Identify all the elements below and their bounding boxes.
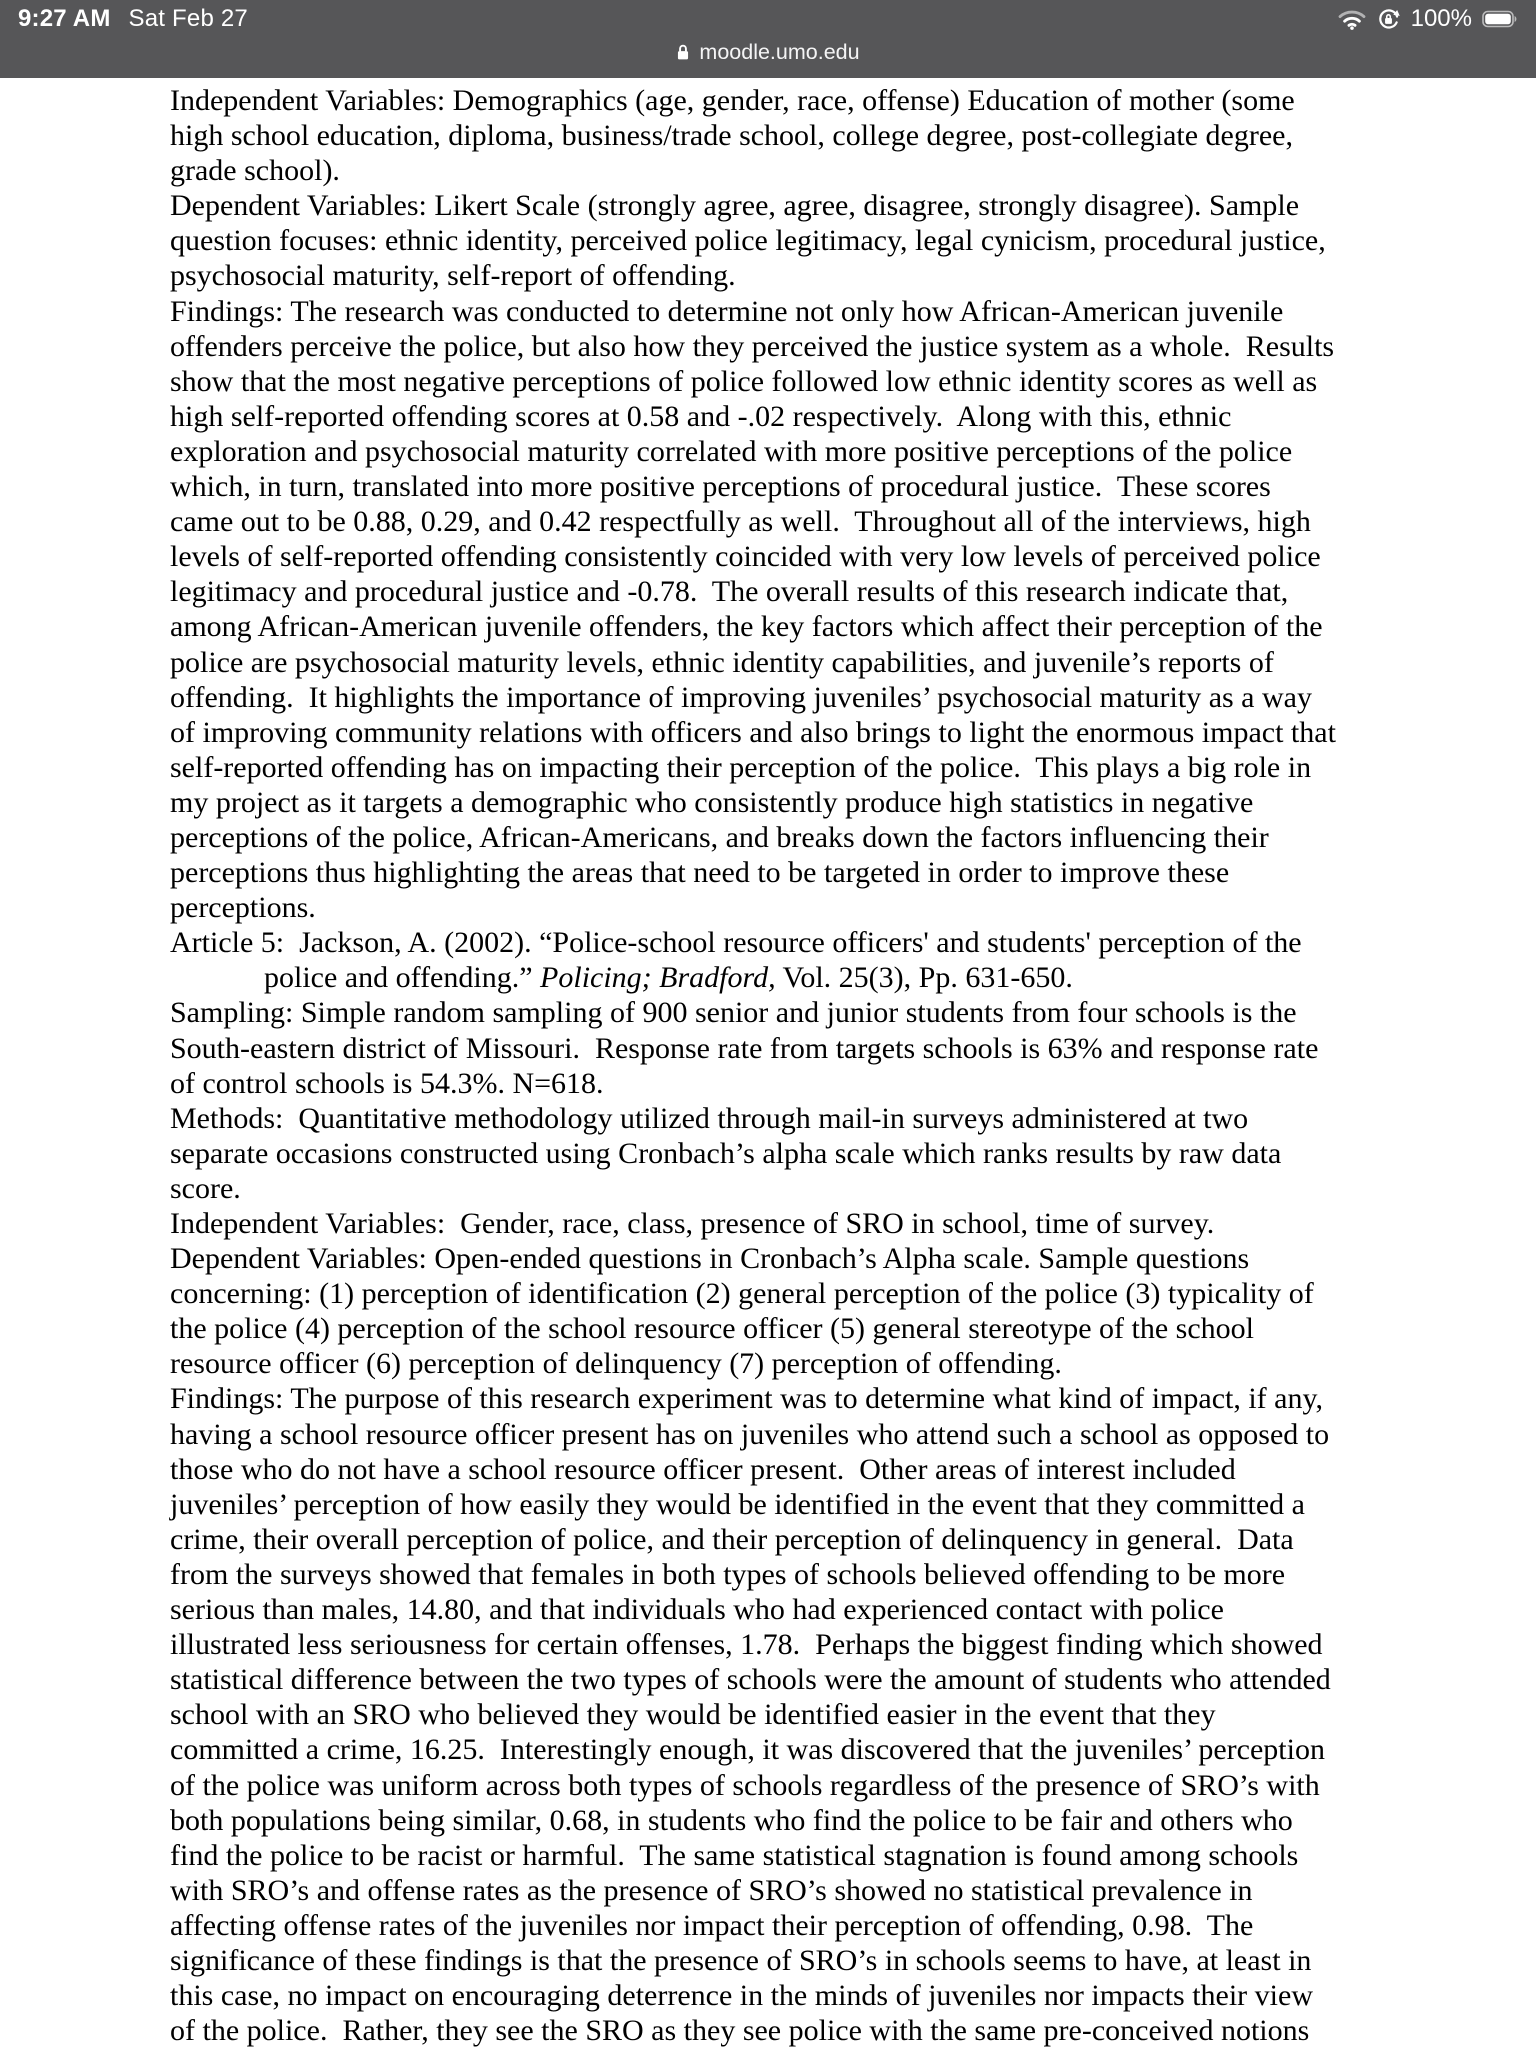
document-line — [170, 188, 1536, 223]
document-text: high school education, diploma, business/trade school, college degree, post-collegiate degree, — [170, 119, 1293, 153]
document-line — [170, 153, 1536, 188]
document-text: perceptions of the police, African-Americans, and breaks down the factors influencing their — [170, 820, 1269, 854]
document-text: affecting offense rates of the juveniles nor impact their perception of offending, 0.98. The — [170, 1908, 1254, 1942]
document-page — [0, 78, 1536, 2048]
document-line — [170, 1873, 1536, 1908]
document-line — [170, 118, 1536, 153]
document-line — [170, 609, 1536, 644]
document-line — [170, 574, 1536, 609]
document-text: perceptions thus highlighting the areas that need to be targeted in order to improve these — [170, 856, 1230, 890]
document-text: with SRO’s and offense rates as the presence of SRO’s showed no statistical prevalence in — [170, 1873, 1253, 1907]
document-text: Dependent Variables: Open-ended questions in Cronbach’s Alpha scale. Sample questions — [170, 1242, 1250, 1276]
document-line — [170, 83, 1536, 118]
document-text: Independent Variables: Demographics (age, gender, race, offense) Education of mother (some — [170, 84, 1295, 117]
document-line — [170, 1417, 1536, 1452]
document-line — [170, 995, 1536, 1030]
url-bar[interactable] — [0, 30, 1536, 74]
document-text: grade school). — [170, 154, 340, 188]
document-text: find the police to be racist or harmful. The same statistical stagnation is found among schools — [170, 1838, 1299, 1872]
document-text: psychosocial maturity, self-report of offending. — [170, 259, 736, 293]
document-line — [170, 294, 1536, 329]
document-text: legitimacy and procedural justice and -0.78. The overall results of this research indicate that, — [170, 575, 1289, 609]
document-text: the police (4) perception of the school resource officer (5) general stereotype of the school — [170, 1312, 1254, 1346]
document-text: committed a crime, 16.25. Interestingly enough, it was discovered that the juveniles’ perception — [170, 1733, 1325, 1767]
document-line — [170, 680, 1536, 715]
document-line — [170, 1943, 1536, 1978]
ssl-lock-icon — [676, 43, 690, 61]
document-text: South-eastern district of Missouri. Response rate from targets schools is 63% and response rate — [170, 1031, 1319, 1065]
document-text: score. — [170, 1171, 241, 1205]
document-text: school with an SRO who believed they would be identified easier in the event that they — [170, 1698, 1216, 1732]
document-line — [170, 1522, 1536, 1557]
document-line — [170, 399, 1536, 434]
document-text: among African-American juvenile offenders, the key factors which affect their perception of the — [170, 610, 1323, 644]
document-line — [170, 890, 1536, 925]
status-left-group — [18, 5, 248, 33]
document-text: Article 5: Jackson, A. (2002). “Police-school resource officers' and students' perception of the — [170, 926, 1302, 960]
document-line — [170, 1662, 1536, 1697]
document-line — [170, 1241, 1536, 1276]
document-line — [170, 960, 1536, 995]
document-line — [170, 1381, 1536, 1416]
document-text: resource officer (6) perception of delinquency (7) perception of offending. — [170, 1347, 1062, 1381]
document-text: self-reported offending has on impacting their perception of the police. This plays a big role in — [170, 750, 1312, 784]
document-line — [170, 1101, 1536, 1136]
document-text: concerning: (1) perception of identification (2) general perception of the police (3) typicality of — [170, 1277, 1314, 1311]
document-line — [170, 434, 1536, 469]
document-text: Vol. 25(3), Pp. 631-650. — [775, 961, 1073, 995]
document-line — [170, 1276, 1536, 1311]
document-text: high self-reported offending scores at 0.58 and -.02 respectively. Along with this, ethnic — [170, 399, 1232, 433]
document-line — [170, 1031, 1536, 1066]
document-text: levels of self-reported offending consistently coincided with very low levels of perceived police — [170, 540, 1321, 574]
document-text: those who do not have a school resource officer present. Other areas of interest included — [170, 1452, 1236, 1486]
document-text: separate occasions constructed using Cronbach’s alpha scale which ranks results by raw data — [170, 1136, 1282, 1170]
document-line — [170, 1171, 1536, 1206]
document-text: crime, their overall perception of police, and their perception of delinquency in general. Data — [170, 1522, 1294, 1556]
document-text: exploration and psychosocial maturity correlated with more positive perceptions of the police — [170, 434, 1293, 468]
url-domain-label: moodle.umo.edu — [699, 39, 860, 64]
document-text: perceptions. — [170, 891, 316, 925]
document-line — [170, 1838, 1536, 1873]
document-line — [170, 1346, 1536, 1381]
document-line — [170, 1592, 1536, 1627]
document-text: of the police. Rather, they see the SRO as they see police with the same pre-conceived notions — [170, 2014, 1310, 2048]
document-text: offending. It highlights the importance of improving juveniles’ psychosocial maturity as a way — [170, 680, 1312, 714]
rotation-lock-icon — [1376, 7, 1401, 32]
document-line — [170, 925, 1536, 960]
battery-icon — [1482, 10, 1518, 28]
document-text: police are psychosocial maturity levels, ethnic identity capabilities, and juvenile’s reports of — [170, 645, 1274, 679]
document-text: which, in turn, translated into more positive perceptions of procedural justice. These scores — [170, 470, 1271, 504]
document-line — [170, 364, 1536, 399]
document-text: Independent Variables: Gender, race, class, presence of SRO in school, time of survey. — [170, 1207, 1215, 1240]
document-line — [170, 1697, 1536, 1732]
document-line — [170, 1311, 1536, 1346]
document-text: Findings: The purpose of this research experiment was to determine what kind of impact, if any, — [170, 1382, 1324, 1416]
document-line — [170, 1627, 1536, 1662]
document-text-italic: Policing; Bradford, — [540, 961, 776, 995]
document-line — [170, 469, 1536, 504]
document-line — [170, 223, 1536, 258]
document-text: of the police was uniform across both types of schools regardless of the presence of SRO’s with — [170, 1768, 1320, 1802]
status-date: Sat Feb 27 — [128, 5, 248, 32]
document-text: came out to be 0.88, 0.29, and 0.42 respectfully as well. Throughout all of the interviews, high — [170, 505, 1311, 539]
document-line — [170, 1768, 1536, 1803]
status-right-group — [1338, 5, 1518, 33]
document-text: Sampling: Simple random sampling of 900 senior and junior students from four schools is the — [170, 996, 1297, 1030]
document-text: statistical difference between the two types of schools were the amount of students who attended — [170, 1663, 1331, 1697]
document-line — [170, 1066, 1536, 1101]
document-text: significance of these findings is that the presence of SRO’s in schools seems to have, at least in — [170, 1943, 1312, 1977]
wifi-icon — [1338, 9, 1366, 30]
document-text: Methods: Quantitative methodology utilized through mail-in surveys administered at two — [170, 1101, 1249, 1135]
document-text: show that the most negative perceptions of police followed low ethnic identity scores as well as — [170, 364, 1318, 398]
document-line — [170, 1732, 1536, 1767]
document-line — [170, 1978, 1536, 2013]
document-text: Dependent Variables: Likert Scale (strongly agree, agree, disagree, strongly disagree). Sample — [170, 189, 1300, 223]
document-line — [170, 1487, 1536, 1522]
document-text: police and offending.” — [264, 961, 541, 995]
document-line — [170, 1136, 1536, 1171]
document-line — [170, 645, 1536, 680]
document-line — [170, 820, 1536, 855]
document-line — [170, 1908, 1536, 1943]
document-line — [170, 258, 1536, 293]
battery-percent-label: 100% — [1410, 5, 1472, 32]
document-text: of control schools is 54.3%. N=618. — [170, 1066, 604, 1100]
document-text: of improving community relations with officers and also brings to light the enormous impact that — [170, 715, 1336, 749]
document-line — [170, 1803, 1536, 1838]
document-line — [170, 539, 1536, 574]
document-text: illustrated less seriousness for certain offenses, 1.78. Perhaps the biggest finding which showed — [170, 1628, 1323, 1662]
document-line — [170, 2013, 1536, 2048]
document-line — [170, 504, 1536, 539]
document-text: my project as it targets a demographic who consistently produce high statistics in negative — [170, 785, 1254, 819]
document-text: question focuses: ethnic identity, perceived police legitimacy, legal cynicism, procedural justice, — [170, 224, 1326, 258]
document-line — [170, 1557, 1536, 1592]
document-line — [170, 715, 1536, 750]
document-text: having a school resource officer present has on juveniles who attend such a school as opposed to — [170, 1417, 1330, 1451]
clock-time: 9:27 AM — [18, 5, 111, 32]
document-text: serious than males, 14.80, and that individuals who had experienced contact with police — [170, 1593, 1224, 1627]
document-text: offenders perceive the police, but also how they perceived the justice system as a whole. Results — [170, 329, 1335, 363]
document-text: from the surveys showed that females in both types of schools believed offending to be more — [170, 1557, 1286, 1591]
document-text: this case, no impact on encouraging deterrence in the minds of juveniles nor impacts their view — [170, 1979, 1313, 2013]
status-bar — [0, 0, 1536, 78]
document-text: both populations being similar, 0.68, in students who find the police to be fair and others who — [170, 1803, 1293, 1837]
document-line — [170, 1452, 1536, 1487]
document-line — [170, 1206, 1536, 1241]
document-line — [170, 750, 1536, 785]
document-line — [170, 329, 1536, 364]
document-text: juveniles’ perception of how easily they would be identified in the event that they committed a — [170, 1487, 1305, 1521]
document-text: Findings: The research was conducted to determine not only how African-American juvenile — [170, 294, 1284, 328]
document-line — [170, 855, 1536, 890]
document-line — [170, 785, 1536, 820]
